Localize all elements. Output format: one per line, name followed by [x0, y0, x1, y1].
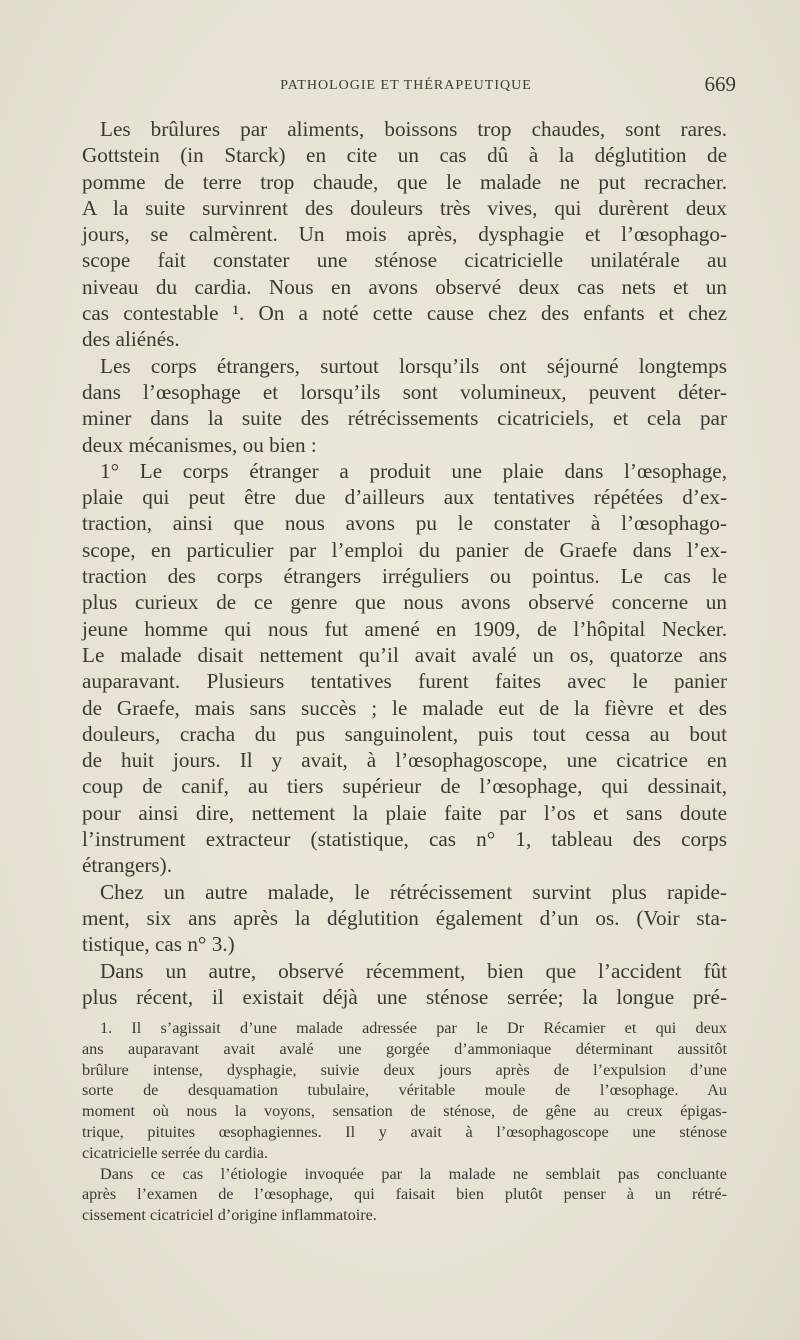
body-line: jeune homme qui nous fut amené en 1909, de l’hôpital Necker. [82, 616, 727, 641]
body-line: Le malade disait nettement qu’il avait avalé un os, quatorze ans [82, 642, 727, 667]
body-line: dans l’œsophage et lorsqu’ils sont volumineux, peuvent déter- [82, 379, 727, 404]
body-line: étrangers). [82, 853, 172, 878]
body-line: niveau du cardia. Nous en avons observé deux cas nets et un [82, 274, 727, 299]
body-line: auparavant. Plusieurs tentatives furent faites avec le panier [82, 669, 727, 694]
footnotes [82, 1018, 727, 1226]
body-line: traction, ainsi que nous avons pu le constater à l’œsophago- [82, 511, 727, 536]
body-line: Dans un autre, observé récemment, bien que l’accident fût [100, 958, 727, 983]
body-line: plus récent, il existait déjà une sténose serrée; la longue pré- [82, 984, 727, 1009]
footnote-line: ans auparavant avait avalé une gorgée d’ammoniaque déterminant aussitôt [82, 1039, 727, 1058]
page-header [82, 72, 736, 104]
body-line: Les brûlures par aliments, boissons trop chaudes, sont rares. [100, 117, 727, 141]
body-line: l’instrument extracteur (statistique, cas n° 1, tableau des corps [82, 827, 727, 852]
body-line: traction des corps étrangers irréguliers ou pointus. Le cas le [82, 564, 727, 589]
footnote-line: cissement cicatriciel d’origine inflammatoire. [82, 1206, 377, 1225]
body-line: 1° Le corps étranger a produit une plaie dans l’œsophage, [100, 458, 727, 483]
body-line: de Graefe, mais sans succès ; le malade eut de la fièvre et des [82, 695, 727, 720]
page-number: 669 [704, 72, 736, 96]
body-line: tistique, cas n° 3.) [82, 932, 235, 957]
body-line: Les corps étrangers, surtout lorsqu’ils ont séjourné longtemps [100, 353, 727, 378]
body-line: scope fait constater une sténose cicatricielle unilatérale au [82, 248, 727, 273]
body-line: cas contestable ¹. On a noté cette cause chez des enfants et chez [82, 301, 727, 326]
footnote-line: moment où nous la voyons, sensation de sténose, de gêne au creux épigas- [82, 1102, 727, 1121]
footnote-line: brûlure intense, dysphagie, suivie deux jours après de l’expulsion d’une [82, 1060, 727, 1079]
running-head: PATHOLOGIE ET THÉRAPEUTIQUE [280, 78, 532, 93]
footnote-line: trique, pituites œsophagiennes. Il y avait à l’œsophagoscope une sténose [82, 1122, 727, 1141]
body-line: de huit jours. Il y avait, à l’œsophagoscope, une cicatrice en [82, 748, 727, 773]
body-line: coup de canif, au tiers supérieur de l’œsophage, qui dessinait, [82, 774, 727, 799]
body-line: jours, se calmèrent. Un mois après, dysphagie et l’œsophago- [82, 222, 727, 247]
footnote-line: 1. Il s’agissait d’une malade adressée par le Dr Récamier et qui deux [100, 1019, 727, 1037]
body-line: A la suite survinrent des douleurs très vives, qui durèrent deux [82, 195, 727, 220]
body-line: ment, six ans après la déglutition également d’un os. (Voir sta- [82, 905, 727, 930]
body-line: Gottstein (in Starck) en cite un cas dû à la déglutition de [82, 143, 727, 168]
body-line: scope, en particulier par l’emploi du panier de Graefe dans l’ex- [82, 537, 727, 562]
body-line: douleurs, cracha du pus sanguinolent, puis tout cessa au bout [82, 721, 727, 746]
body-line: pomme de terre trop chaude, que le malade ne put recracher. [82, 169, 727, 194]
footnote-line: après l’examen de l’œsophage, qui faisait bien plutôt penser à un rétré- [82, 1185, 727, 1204]
body-line: des aliénés. [82, 327, 180, 352]
footnote-line: sorte de desquamation tubulaire, véritable moule de l’œsophage. Au [82, 1081, 727, 1100]
body-line: pour ainsi dire, nettement la plaie faite par l’os et sans doute [82, 800, 727, 825]
footnote-line: Dans ce cas l’étiologie invoquée par la malade ne semblait pas concluante [100, 1164, 727, 1183]
body-line: miner dans la suite des rétrécissements cicatriciels, et cela par [82, 406, 727, 431]
body-line: deux mécanismes, ou bien : [82, 432, 317, 457]
body-line: plaie qui peut être due d’ailleurs aux tentatives répétées d’ex- [82, 485, 727, 510]
body-line: plus curieux de ce genre que nous avons observé concerne un [82, 590, 727, 615]
footnote-line: cicatricielle serrée du cardia. [82, 1143, 269, 1162]
body-line: Chez un autre malade, le rétrécissement survint plus rapide- [100, 879, 727, 904]
body-text [82, 116, 727, 1010]
